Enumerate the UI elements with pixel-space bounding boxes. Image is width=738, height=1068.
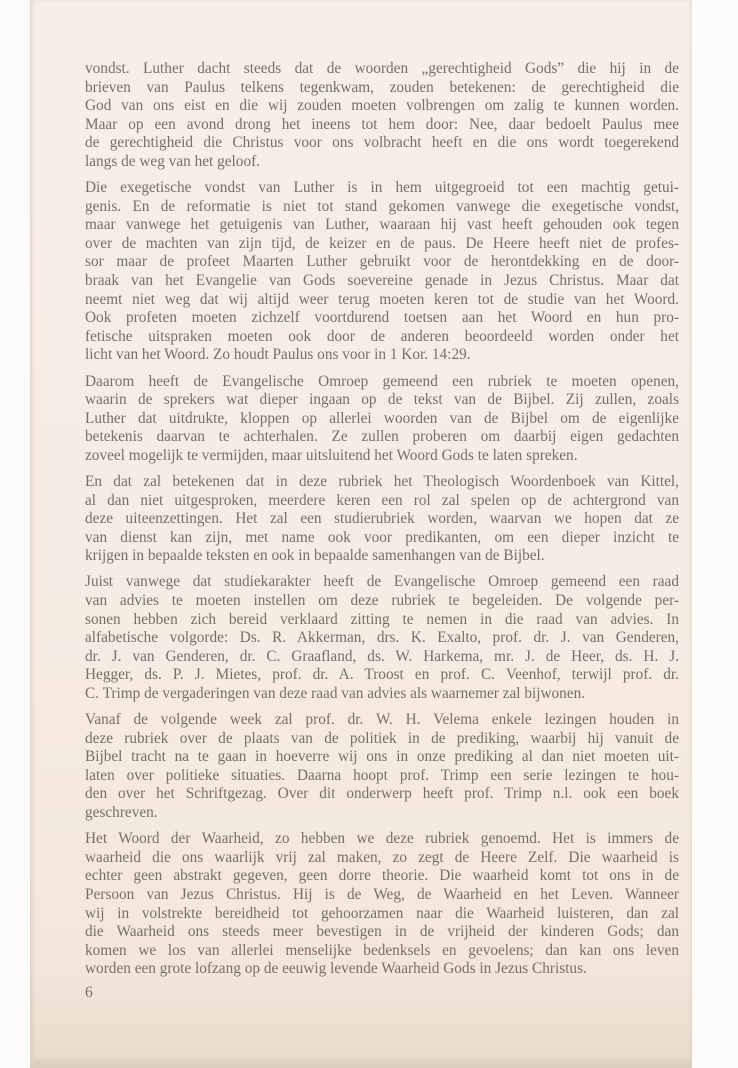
- text-line: Daarom heeft de Evangelische Omroep gemeend een rubriek te moeten openen,: [85, 372, 679, 390]
- text-line: Maar op een avond drong het ineens tot hem door: Nee, daar bedoelt Paulus mee: [85, 115, 679, 133]
- text-line: sonen hebben zich bereid verklaard zitting te nemen in die raad van advies. In: [85, 610, 679, 628]
- paragraph: [85, 179, 679, 365]
- text-line: En dat zal betekenen dat in deze rubriek het Theologisch Woordenboek van Kittel,: [85, 472, 679, 490]
- text-line: deze uiteenzettingen. Het zal een studierubriek worden, waarvan we hopen dat ze: [85, 510, 679, 528]
- text-line: die Waarheid ons steeds meer bevestigen in de vrijheid der kinderen Gods; dan: [85, 923, 679, 941]
- paragraph: [85, 830, 679, 979]
- text-line: komen we los van allerlei menselijke bedenksels en gevoelens; dan kan ons leven: [85, 941, 679, 959]
- text-line: langs de weg van het geloof.: [85, 152, 261, 170]
- text-line: deze rubriek over de plaats van de politiek in de prediking, waarbij hij vanuit de: [85, 729, 679, 747]
- page-number: 6: [85, 984, 93, 1001]
- paragraph: [85, 373, 679, 466]
- text-line: worden een grote lofzang op de eeuwig levende Waarheid Gods in Jezus Christus.: [85, 960, 587, 978]
- text-line: wij in volstrekte bereidheid tot gehoorzamen naar die Waarheid luisteren, dan zal: [85, 904, 679, 922]
- text-line: Bijbel tracht na te gaan in hoeverre wij ons in onze prediking al dan niet moeten uit-: [85, 748, 679, 766]
- text-line: C. Trimp de vergaderingen van deze raad van advies als waarnemer zal bijwonen.: [85, 685, 586, 702]
- text-line: vondst. Luther dacht steeds dat de woorden „gerechtigheid Gods” die hij in de: [85, 60, 679, 77]
- text-line: van dienst kan zijn, met name ook voor predikanten, om een dieper inzicht te: [85, 528, 679, 546]
- text-line: maar vanwege het getuigenis van Luther, waaraan hij vast heeft gehouden ook tegen: [85, 216, 679, 234]
- text-line: alfabetische volgorde: Ds. R. Akkerman, drs. K. Exalto, prof. dr. J. van Genderen,: [85, 629, 679, 647]
- text-line: waarheid die ons waarlijk vrij zal maken, zo zegt de Heere Zelf. Die waarheid is: [85, 848, 679, 866]
- text-line: fetische uitspraken moeten ook door de anderen beoordeeld worden onder het: [85, 327, 679, 345]
- page-bottom-edge: [30, 1058, 692, 1068]
- paragraph: [85, 711, 679, 823]
- text-line: dr. J. van Genderen, dr. C. Graafland, ds. W. Harkema, mr. J. de Heer, ds. H. J.: [85, 647, 679, 665]
- paragraph: [85, 60, 679, 172]
- text-line: genis. En de reformatie is niet tot stand gekomen vanwege die exegetische vondst,: [85, 197, 679, 215]
- text-line: krijgen in bepaalde teksten en ook in bepaalde samenhangen van de Bijbel.: [85, 547, 545, 565]
- text-line: zoveel mogelijk te vermijden, maar uitsluitend het Woord Gods te laten spreken.: [85, 446, 578, 464]
- text-line: brieven van Paulus telkens tegenkwam, zouden betekenen: de gerechtigheid die: [85, 78, 679, 96]
- text-line: den over het Schriftgezag. Over dit onderwerp heeft prof. Trimp n.l. ook een boek: [85, 785, 679, 803]
- text-line: de gerechtigheid die Christus voor ons volbracht heeft en die ons wordt toegerekend: [85, 134, 679, 152]
- text-line: waarin de sprekers wat dieper ingaan op de tekst van de Bijbel. Zij zullen, zoals: [85, 391, 679, 409]
- text-line: braak van het Evangelie van Gods soevereine genade in Jezus Christus. Maar dat: [85, 272, 679, 290]
- text-line: Het Woord der Waarheid, zo hebben we deze rubriek genoemd. Het is immers de: [85, 830, 679, 848]
- text-line: over de machten van zijn tijd, de keizer en de paus. De Heere heeft niet de profes-: [85, 234, 679, 252]
- text-line: sor maar de profeet Maarten Luther gebruikt voor de herontdekking en de door-: [85, 253, 679, 271]
- text-block: [85, 60, 679, 986]
- text-line: Hegger, ds. P. J. Mietes, prof. dr. A. Troost en prof. C. Veenhof, terwijl prof. dr.: [85, 666, 679, 684]
- text-line: geschreven.: [85, 804, 158, 822]
- text-line: licht van het Woord. Zo houdt Paulus ons voor in 1 Kor. 14:29.: [85, 346, 471, 364]
- text-line: laten over politieke situaties. Daarna hoopt prof. Trimp een serie lezingen te hou-: [85, 766, 679, 784]
- paragraph: [85, 473, 679, 566]
- text-line: Juist vanwege dat studiekarakter heeft de Evangelische Omroep gemeend een raad: [85, 573, 679, 591]
- text-line: al dan niet uitgesproken, meerdere keren een rol zal spelen op de achtergrond van: [85, 491, 679, 509]
- text-line: Ook profeten moeten zichzelf voortdurend toetsen aan het Woord en hun pro-: [85, 309, 679, 327]
- text-line: Luther dat uitdrukte, kloppen op allerlei woorden van de Bijbel om de eigenlijke: [85, 409, 679, 427]
- text-line: betekenis daarvan te achterhalen. Ze zullen proberen om daarbij eigen gedachten: [85, 428, 679, 446]
- text-line: van advies te moeten instellen om deze rubriek te begeleiden. De volgende per-: [85, 592, 679, 610]
- text-line: Vanaf de volgende week zal prof. dr. W. H. Velema enkele lezingen houden in: [85, 711, 679, 729]
- paragraph: [85, 573, 679, 703]
- text-line: neemt niet weg dat wij altijd weer terug moeten keren tot de studie van het Woord.: [85, 290, 679, 308]
- text-line: echter geen abstrakt gegeven, geen dorre theorie. Die waarheid komt tot ons in de: [85, 867, 679, 885]
- text-line: Persoon van Jezus Christus. Hij is de Weg, de Waarheid en het Leven. Wanneer: [85, 885, 679, 903]
- text-line: God van ons eist en die wij zouden moeten volbrengen om zalig te kunnen worden.: [85, 97, 679, 115]
- text-line: Die exegetische vondst van Luther is in hem uitgegroeid tot een machtig getui-: [85, 179, 679, 197]
